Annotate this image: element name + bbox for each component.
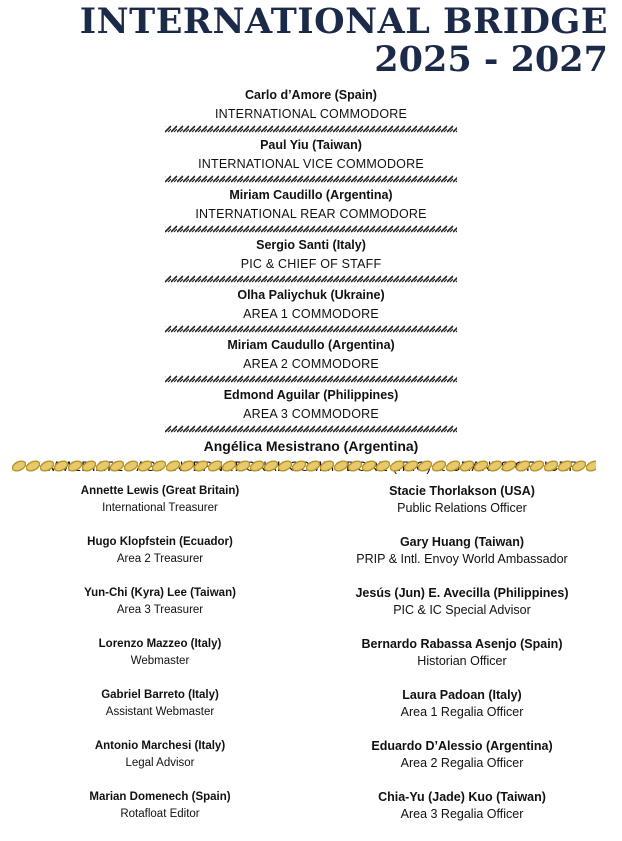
officer-block xyxy=(0,238,622,272)
list-item xyxy=(10,586,310,637)
officer-block xyxy=(0,188,622,222)
staff-name: Antonio Marchesi (Italy) xyxy=(94,740,226,752)
staff-name: Gabriel Barreto (Italy) xyxy=(101,689,219,701)
officer-block xyxy=(0,388,622,422)
officer-role: INTERNATIONAL COMMODORE xyxy=(214,107,408,121)
staff-role: Legal Advisor xyxy=(125,757,195,769)
officer-name: Miriam Caudullo (Argentina) xyxy=(227,338,395,352)
staff-role: Assistant Webmaster xyxy=(105,706,215,718)
list-item xyxy=(10,739,310,790)
officer-block xyxy=(0,338,622,372)
staff-column-right xyxy=(312,484,612,841)
rope-divider xyxy=(165,125,457,133)
staff-role: PRIP & Intl. Envoy World Ambassador xyxy=(356,552,568,566)
officer-role: AREA 3 COMMODORE xyxy=(243,407,379,421)
staff-role: PIC & IC Special Advisor xyxy=(393,603,531,617)
officer-name: Sergio Santi (Italy) xyxy=(256,238,366,252)
rope-divider xyxy=(165,175,457,183)
rope-divider xyxy=(165,275,457,283)
staff-name: Jesús (Jun) E. Avecilla (Philippines) xyxy=(355,586,569,600)
list-item xyxy=(10,790,310,841)
staff-name: Marian Domenech (Spain) xyxy=(89,791,231,803)
officer-role: INTERNATIONAL VICE COMMODORE xyxy=(198,157,424,171)
officer-name: Angélica Mesistrano (Argentina) xyxy=(203,438,419,454)
staff-role: Area 3 Treasurer xyxy=(116,604,204,616)
officers-list xyxy=(0,88,622,475)
staff-name: Lorenzo Mazzeo (Italy) xyxy=(98,638,222,650)
list-item xyxy=(312,688,612,739)
staff-name: Laura Padoan (Italy) xyxy=(402,688,522,702)
officer-name: Miriam Caudillo (Argentina) xyxy=(229,188,393,202)
list-item xyxy=(10,637,310,688)
rope-divider xyxy=(165,375,457,383)
officer-name: Olha Paliychuk (Ukraine) xyxy=(237,288,385,302)
officer-block xyxy=(0,138,622,172)
staff-role: Area 2 Treasurer xyxy=(116,553,204,565)
staff-role: Historian Officer xyxy=(417,654,507,668)
staff-name: Stacie Thorlakson (USA) xyxy=(389,484,535,498)
staff-name: Chia-Yu (Jade) Kuo (Taiwan) xyxy=(378,790,546,804)
staff-name: Eduardo D’Alessio (Argentina) xyxy=(371,739,553,753)
list-item xyxy=(10,535,310,586)
list-item xyxy=(312,535,612,586)
rope-divider xyxy=(165,325,457,333)
list-item xyxy=(10,688,310,739)
officer-block xyxy=(0,88,622,122)
staff-role: Public Relations Officer xyxy=(397,501,527,515)
page-subtitle-years: 2025 - 2027 xyxy=(374,39,608,80)
officer-role: AREA 2 COMMODORE xyxy=(243,357,379,371)
staff-name: Yun-Chi (Kyra) Lee (Taiwan) xyxy=(84,587,236,599)
staff-role: Area 2 Regalia Officer xyxy=(400,756,524,770)
list-item xyxy=(10,484,310,535)
staff-role: Webmaster xyxy=(130,655,190,667)
officer-name: Paul Yiu (Taiwan) xyxy=(260,138,362,152)
officer-name: Carlo d’Amore (Spain) xyxy=(245,88,377,102)
staff-name: Annette Lewis (Great Britain) xyxy=(80,485,240,497)
list-item xyxy=(312,586,612,637)
staff-role: Area 3 Regalia Officer xyxy=(400,807,524,821)
staff-column-left xyxy=(10,484,310,841)
gold-rope-divider xyxy=(12,459,596,473)
staff-name: Gary Huang (Taiwan) xyxy=(399,535,525,549)
list-item xyxy=(312,484,612,535)
officer-role: AREA 1 COMMODORE xyxy=(243,307,379,321)
staff-role: Area 1 Regalia Officer xyxy=(400,705,524,719)
officer-block xyxy=(0,288,622,322)
officer-role: PIC & CHIEF OF STAFF xyxy=(240,257,382,271)
list-item xyxy=(312,790,612,841)
page-title: INTERNATIONAL BRIDGE xyxy=(79,1,608,42)
rope-divider xyxy=(165,425,457,433)
list-item xyxy=(312,637,612,688)
staff-name: Bernardo Rabassa Asenjo (Spain) xyxy=(361,637,563,651)
staff-role: Rotafloat Editor xyxy=(120,808,200,820)
staff-name: Hugo Klopfstein (Ecuador) xyxy=(87,536,233,548)
officer-role: INTERNATIONAL REAR COMMODORE xyxy=(195,207,427,221)
officer-name: Edmond Aguilar (Philippines) xyxy=(223,388,399,402)
staff-role: International Treasurer xyxy=(102,502,218,514)
rope-divider xyxy=(165,225,457,233)
list-item xyxy=(312,739,612,790)
